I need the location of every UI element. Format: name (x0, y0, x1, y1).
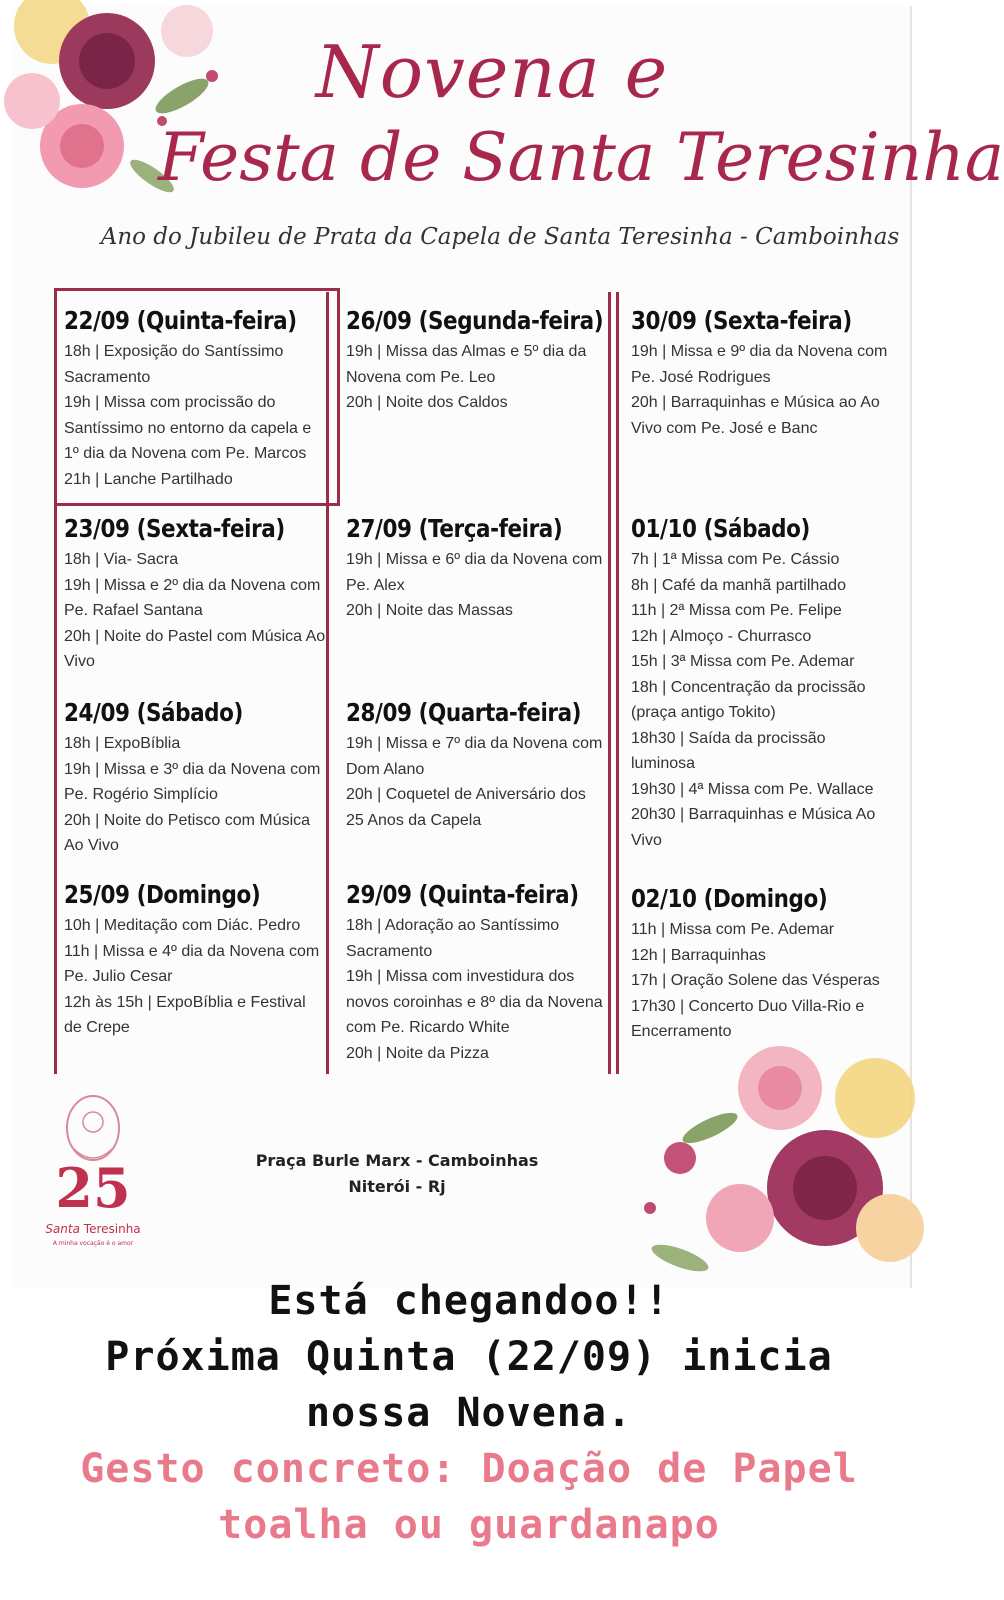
event-item: 21h | Lanche Partilhado (64, 470, 233, 488)
event-item: 8h | Café da manhã partilhado (631, 576, 846, 594)
day-block (64, 306, 326, 492)
day-date: 23/09 (Sexta-feira) (64, 514, 285, 543)
day-date: 29/09 (Quinta-feira) (346, 880, 579, 909)
event-item: 20h | Barraquinhas e Música ao Ao Vivo com Pe. José e Banc (631, 394, 880, 437)
day-block (64, 880, 326, 1041)
event-item: 19h | Missa com procissão do Santíssimo no entorno da capela e 1º dia da Novena com Pe. Marcos (64, 394, 312, 462)
day-date: 26/09 (Segunda-feira) (346, 306, 604, 335)
event-item: 19h | Missa e 9º dia da Novena com Pe. José Rodrigues (631, 343, 888, 386)
day-date: 25/09 (Domingo) (64, 880, 261, 909)
event-item: 19h | Missa e 3º dia da Novena com Pe. Rogério Simplício (64, 760, 321, 803)
logo-name (38, 1222, 148, 1236)
anniversary-number: 25 (55, 1156, 131, 1220)
title-line-2: Festa de Santa Teresinha (158, 119, 1004, 196)
event-item: 11h | Missa com Pe. Ademar (631, 921, 835, 938)
event-item: 18h30 | Saída da procissão luminosa (631, 729, 826, 772)
event-item: 20h | Noite da Pizza (346, 1044, 489, 1062)
event-item: 20h | Noite do Pastel com Música Ao Vivo (64, 627, 326, 670)
santa-teresinha-logo (38, 1088, 148, 1258)
day-block (631, 306, 893, 441)
event-item: 20h | Noite do Petisco com Música Ao Vivo (64, 811, 311, 854)
flower-decoration-bottom-right (620, 1028, 910, 1288)
message-line-1: Está chegandoo!! (268, 1278, 670, 1324)
schedule-column-1 (64, 292, 329, 1074)
event-item: 18h | ExpoBíblia (64, 735, 181, 752)
poster (12, 6, 1004, 1288)
logo-name-2: Teresinha (83, 1222, 141, 1236)
day-block (346, 698, 608, 833)
event-item: 17h | Oração Solene das Vésperas (631, 972, 880, 989)
event-item: 19h | Missa das Almas e 5º dia da Novena com Pe. Leo (346, 343, 587, 386)
message-line-4: Gesto concreto: Doação de Papel (80, 1446, 858, 1492)
location-line-2: Niterói - Rj (348, 1177, 446, 1196)
day-block (64, 698, 326, 859)
day-block (346, 306, 608, 416)
event-item: 19h30 | 4ª Missa com Pe. Wallace (631, 780, 874, 798)
schedule-column-3 (616, 292, 891, 1074)
event-item: 12h às 15h | ExpoBíblia e Festival de Crepe (64, 993, 306, 1036)
day-block (631, 884, 893, 1045)
event-item: 7h | 1ª Missa com Pe. Cássio (631, 551, 840, 568)
event-item: 15h | 3ª Missa com Pe. Ademar (631, 653, 855, 670)
location (252, 1148, 542, 1200)
subtitle: Ano do Jubileu de Prata da Capela de Santa Teresinha - Camboinhas (100, 224, 900, 250)
day-date: 28/09 (Quarta-feira) (346, 698, 582, 727)
event-item: 19h | Missa e 6º dia da Novena com Pe. Alex (346, 551, 603, 594)
event-item: 10h | Meditação com Diác. Pedro (64, 917, 301, 934)
event-item: 20h30 | Barraquinhas e Música Ao Vivo (631, 806, 876, 849)
day-date: 30/09 (Sexta-feira) (631, 306, 852, 335)
logo-tagline: A minha vocação é o amor (52, 1240, 134, 1247)
event-item: 11h | Missa e 4º dia da Novena com Pe. Julio Cesar (64, 942, 320, 985)
day-date: 27/09 (Terça-feira) (346, 514, 563, 543)
day-block (631, 514, 893, 853)
day-block (346, 880, 608, 1066)
event-item: 19h | Missa e 7º dia da Novena com Dom Alano (346, 735, 603, 778)
event-item: 12h | Barraquinhas (631, 946, 766, 964)
day-block (64, 514, 326, 675)
event-item: 19h | Missa com investidura dos novos coroinhas e 8º dia da Novena com Pe. Ricardo White (346, 968, 603, 1036)
message-line-2: Próxima Quinta (22/09) inicia (105, 1334, 833, 1380)
event-item: 18h | Via- Sacra (64, 551, 179, 568)
column-divider-left (54, 506, 57, 1074)
event-item: 12h | Almoço - Churrasco (631, 627, 812, 645)
title-line-1: Novena e (315, 30, 669, 114)
location-line-1: Praça Burle Marx - Camboinhas (255, 1151, 539, 1170)
event-item: 17h30 | Concerto Duo Villa-Rio e Encerramento (631, 997, 865, 1040)
day-date: 01/10 (Sábado) (631, 514, 810, 543)
event-item: 18h | Adoração ao Santíssimo Sacramento (346, 917, 560, 960)
event-item: 11h | 2ª Missa com Pe. Felipe (631, 602, 842, 619)
day-date: 24/09 (Sábado) (64, 698, 243, 727)
message-line-3: nossa Novena. (305, 1390, 633, 1436)
day-block (346, 514, 608, 624)
event-item: 20h | Noite dos Caldos (346, 394, 508, 411)
message-line-5: toalha ou guardanapo (218, 1502, 720, 1548)
event-item: 20h | Coquetel de Aniversário dos 25 Anos da Capela (346, 786, 586, 829)
event-item: 18h | Concentração da procissão (praça antigo Tokito) (631, 678, 866, 721)
day-date: 02/10 (Domingo) (631, 884, 828, 913)
day-date: 22/09 (Quinta-feira) (64, 306, 297, 335)
event-item: 20h | Noite das Massas (346, 602, 513, 619)
schedule-column-2 (346, 292, 611, 1074)
event-item: 19h | Missa e 2º dia da Novena com Pe. Rafael Santana (64, 576, 321, 619)
event-item: 18h | Exposição do Santíssimo Sacramento (64, 343, 284, 386)
logo-name-1: Santa (45, 1222, 80, 1236)
